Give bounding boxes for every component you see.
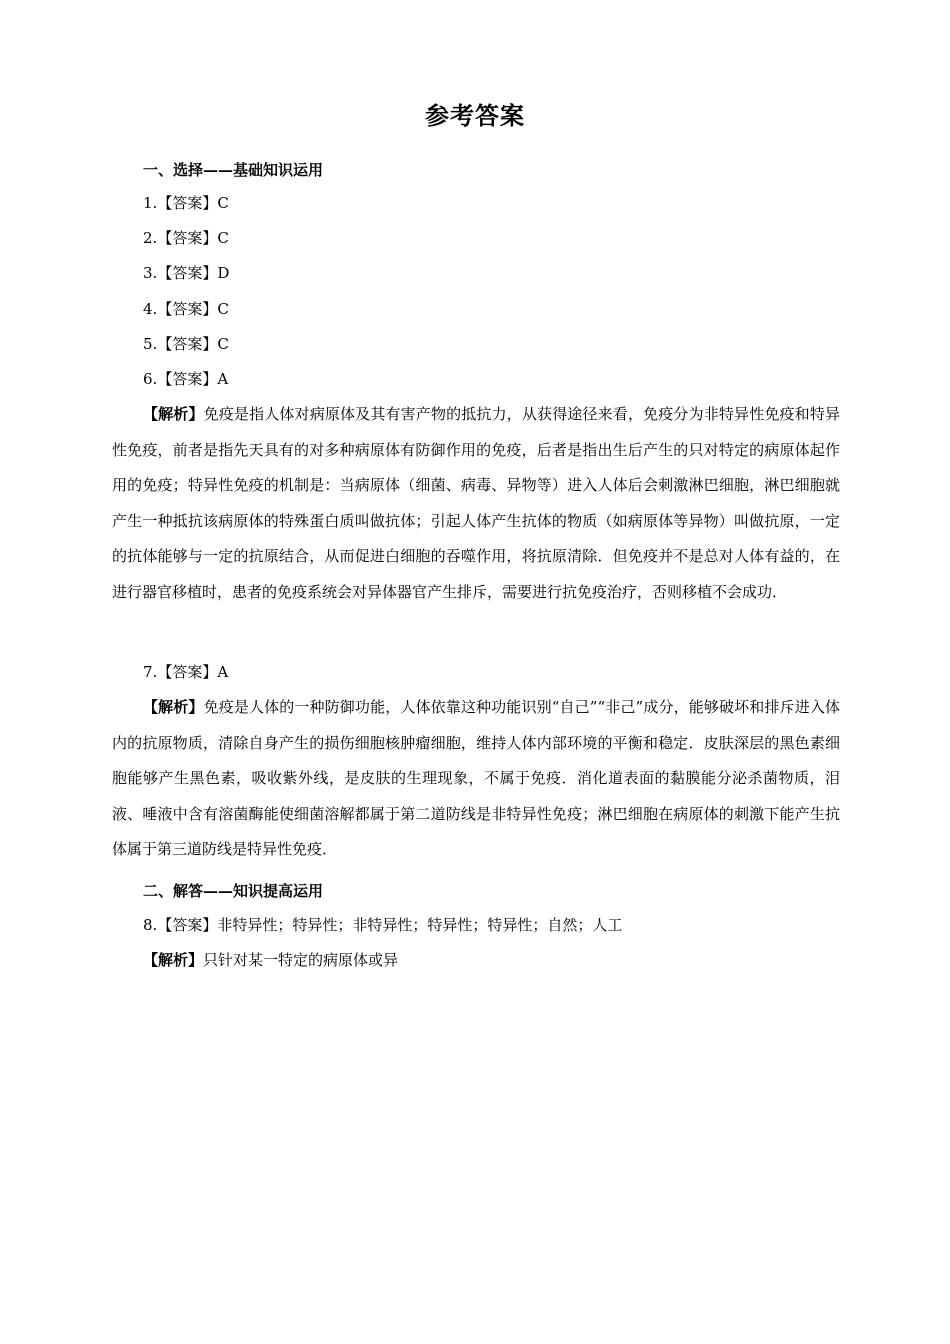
answer-line-8 — [143, 915, 622, 935]
answer-tag: 【答案】 — [157, 194, 218, 212]
answer-line-1 — [143, 193, 229, 213]
answer-line-7 — [143, 662, 228, 682]
answer-number: 6. — [143, 370, 158, 388]
answer-number: 7. — [143, 663, 158, 681]
answer-line-2 — [143, 228, 229, 248]
answer-tag: 【答案】 — [157, 264, 218, 282]
answer-value: D — [217, 264, 230, 282]
answer-value: C — [217, 194, 229, 212]
answer-value: A — [217, 370, 229, 388]
section-heading-choice: 一、选择——基础知识运用 — [143, 161, 324, 179]
answer-value: C — [217, 335, 229, 353]
answer-tag: 【答案】 — [157, 916, 218, 934]
answer-tag: 【答案】 — [157, 335, 218, 353]
analysis-paragraph-6 — [112, 397, 840, 610]
analysis-tag: 【解析】 — [143, 951, 204, 969]
answer-number: 3. — [143, 264, 158, 282]
analysis-text: 只针对某一特定的病原体或异 — [203, 951, 399, 969]
analysis-tag: 【解析】 — [143, 405, 204, 423]
answer-line-6 — [143, 369, 228, 389]
answer-value: 非特异性；特异性；非特异性；特异性；特异性；自然；人工 — [217, 916, 623, 934]
answer-line-3 — [143, 263, 229, 283]
answer-value: C — [217, 300, 229, 318]
answer-line-4 — [143, 299, 229, 319]
analysis-line-8 — [143, 950, 398, 970]
section-heading-answer: 二、解答——知识提高运用 — [143, 882, 324, 900]
answer-value: C — [217, 229, 229, 247]
analysis-text: 免疫是人体的一种防御功能，人体依靠这种功能识别“自己”“非己”成分，能够破坏和排斥进入体内的抗原物质，清除自身产生的损伤细胞核肿瘤细胞，维持人体内部环境的平衡和稳定．皮肤深层的黑色素细胞能够产生黑色素，吸收紫外线，是皮肤的生理现象，不属于免疫．消化道表面的黏膜能分泌杀菌物质，泪液、唾液中含有溶菌酶能使细菌溶解都属于第二道防线是非特异性免疫；淋巴细胞在病原体的刺激下能产生抗体属于第三道防线是特异性免疫． — [112, 698, 840, 858]
analysis-paragraph-7 — [112, 690, 840, 868]
answer-value: A — [217, 663, 229, 681]
answer-tag: 【答案】 — [157, 300, 218, 318]
analysis-tag: 【解析】 — [143, 698, 204, 716]
answer-number: 5. — [143, 335, 158, 353]
page-title: 参考答案 — [425, 101, 525, 130]
answer-tag: 【答案】 — [157, 229, 218, 247]
answer-number: 4. — [143, 300, 158, 318]
answer-line-5 — [143, 334, 229, 354]
answer-tag: 【答案】 — [157, 370, 218, 388]
answer-number: 1. — [143, 194, 158, 212]
answer-number: 2. — [143, 229, 158, 247]
answer-number: 8. — [143, 916, 158, 934]
answer-tag: 【答案】 — [157, 663, 218, 681]
analysis-text: 免疫是指人体对病原体及其有害产物的抵抗力，从获得途径来看，免疫分为非特异性免疫和特异性免疫，前者是指先天具有的对多种病原体有防御作用的免疫，后者是指出生后产生的只对特定的病原体起作用的免疫；特异性免疫的机制是：当病原体（细菌、病毒、异物等）进入人体后会刺激淋巴细胞，淋巴细胞就产生一种抵抗该病原体的特殊蛋白质叫做抗体；引起人体产生抗体的物质（如病原体等异物）叫做抗原，一定的抗体能够与一定的抗原结合，从而促进白细胞的吞噬作用，将抗原清除．但免疫并不是总对人体有益的，在进行器官移植时，患者的免疫系统会对异体器官产生排斥，需要进行抗免疫治疗，否则移植不会成功． — [112, 405, 840, 601]
